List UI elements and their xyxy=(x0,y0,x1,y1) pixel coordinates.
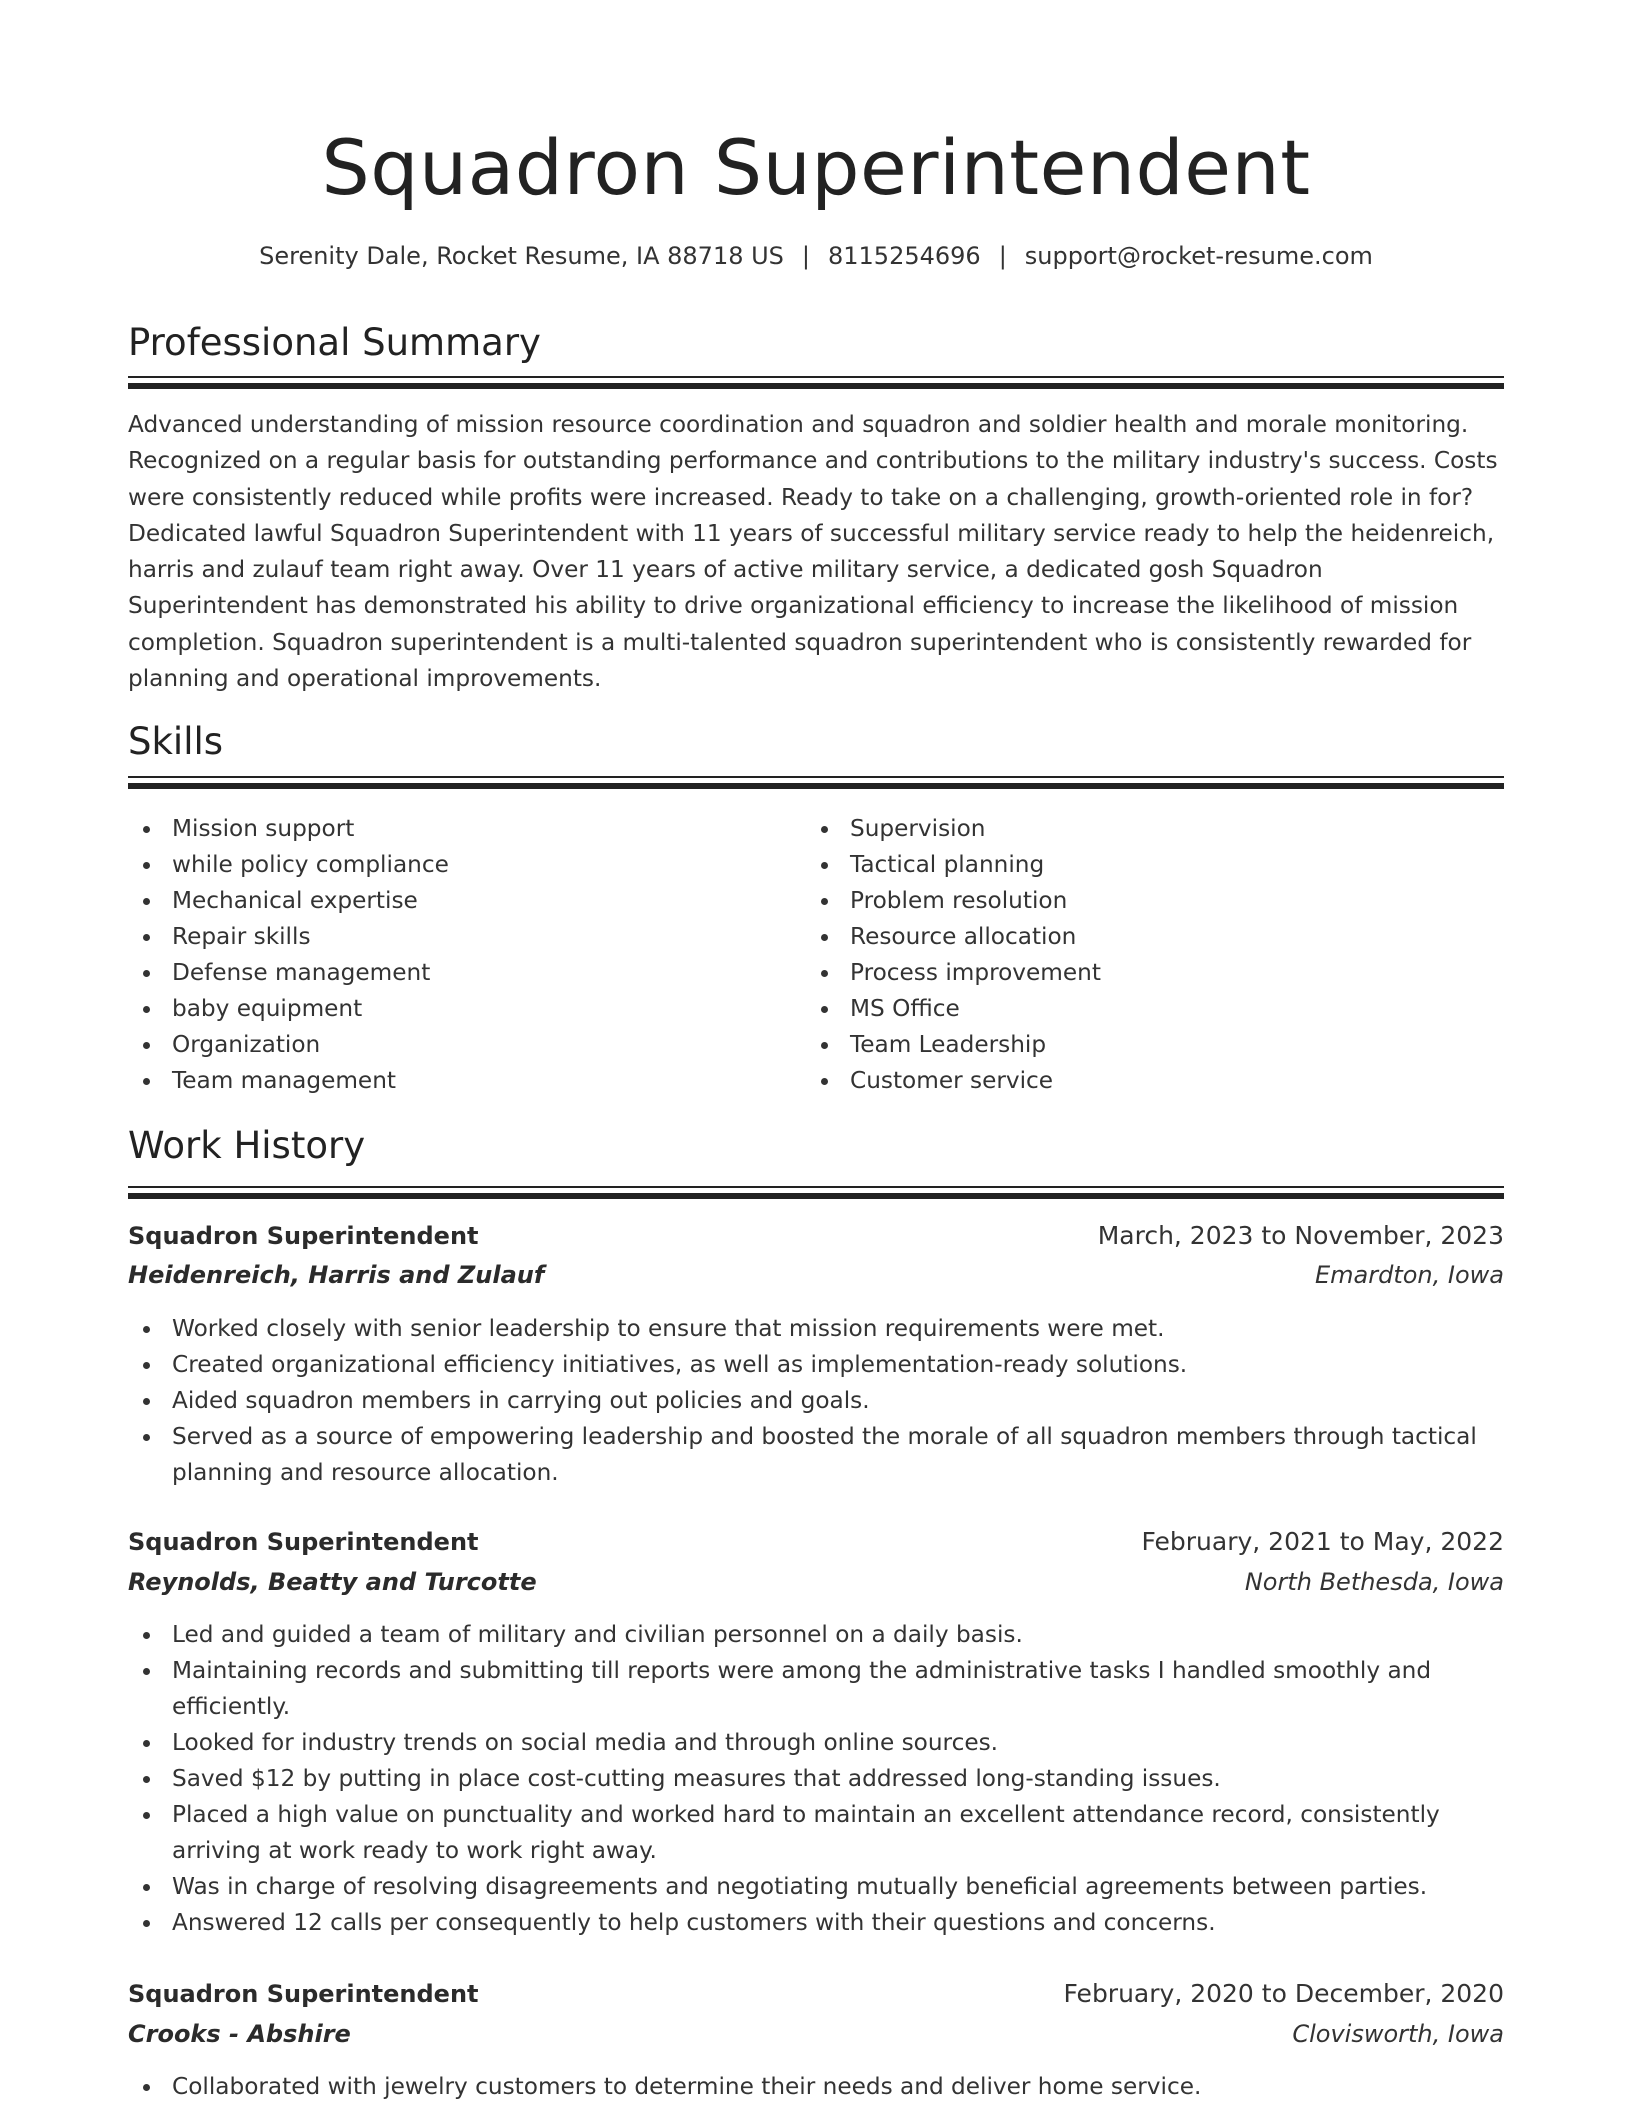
job-company: Reynolds, Beatty and Turcotte xyxy=(128,1568,537,1596)
job-location: Clovisworth, Iowa xyxy=(1292,2020,1504,2048)
candidate-name: Squadron Superintendent xyxy=(321,123,1311,212)
skill-item: Mission support xyxy=(128,811,768,847)
job-company: Heidenreich, Harris and Zulauf xyxy=(128,1261,545,1289)
contact-separator: | xyxy=(998,242,1007,270)
job-bullet: Aided squadron members in carrying out policies and goals. xyxy=(128,1383,1504,1419)
skill-item: Resource allocation xyxy=(806,919,1446,955)
job-bullet: Maintaining records and submitting till reports were among the administrative tasks I handled smoothly and efficiently. xyxy=(128,1653,1504,1725)
job-title: Squadron Superintendent xyxy=(128,1528,479,1556)
skill-item: Process improvement xyxy=(806,955,1446,991)
contact-line xyxy=(128,238,1504,274)
skill-item: Organization xyxy=(128,1027,768,1063)
skill-item: baby equipment xyxy=(128,991,768,1027)
job-bullet: Answered 12 calls per consequently to help customers with their questions and concerns. xyxy=(128,1905,1504,1941)
skill-item: Mechanical expertise xyxy=(128,883,768,919)
job-dates: February, 2020 to December, 2020 xyxy=(1063,1979,1504,2008)
section-title-work-history: Work History xyxy=(128,1124,366,1167)
job-bullet-list xyxy=(128,1311,1504,1491)
job-dates: March, 2023 to November, 2023 xyxy=(1097,1221,1504,1250)
skill-item: Team Leadership xyxy=(806,1027,1446,1063)
job-bullet: Collaborated with jewelry customers to determine their needs and deliver home service. xyxy=(128,2069,1504,2105)
job-bullet: Led and guided a team of military and civilian personnel on a daily basis. xyxy=(128,1617,1504,1653)
skill-item: Repair skills xyxy=(128,919,768,955)
section-divider xyxy=(128,776,1504,790)
job-company: Crooks - Abshire xyxy=(128,2020,351,2048)
phone-text: 8115254696 xyxy=(828,242,981,270)
section-divider xyxy=(128,376,1504,390)
job-bullet: Looked for industry trends on social media and through online sources. xyxy=(128,1725,1504,1761)
job-location: North Bethesda, Iowa xyxy=(1244,1568,1504,1596)
skill-item: Defense management xyxy=(128,955,768,991)
skill-item: Problem resolution xyxy=(806,883,1446,919)
job-title: Squadron Superintendent xyxy=(128,1980,479,2008)
job-bullet: Was in charge of resolving disagreements and negotiating mutually beneficial agreements between parties. xyxy=(128,1869,1504,1905)
summary-text: Advanced understanding of mission resource coordination and squadron and soldier health and morale monitoring. Recognized on a regular basis for outstanding performance and contributions to the military industry's success. Costs were consistently reduced while profits were increased. Ready to take on a challenging, growth-oriented role in for? Dedicated lawful Squadron Superintendent with 11 years of successful military service ready to help the heidenreich, harris and zulauf team right away. Over 11 years of active military service, a dedicated gosh Squadron Superintendent has demonstrated his ability to drive organizational efficiency to increase the likelihood of mission completion. Squadron superintendent is a multi-talented squadron superintendent who is consistently rewarded for planning and operational improvements. xyxy=(128,411,1498,693)
job-bullet-list xyxy=(128,1617,1504,1941)
job-bullet: Saved $12 by putting in place cost-cutting measures that addressed long-standing issues. xyxy=(128,1761,1504,1797)
job-bullet: Placed a high value on punctuality and worked hard to maintain an excellent attendance record, consistently arriving at work ready to work right away. xyxy=(128,1797,1504,1869)
job-bullet: Created organizational efficiency initiatives, as well as implementation-ready solutions. xyxy=(128,1347,1504,1383)
skill-item: while policy compliance xyxy=(128,847,768,883)
skill-item: Customer service xyxy=(806,1063,1446,1099)
contact-separator: | xyxy=(801,242,810,270)
skills-list-right xyxy=(806,811,1446,1099)
job-bullet: Worked closely with senior leadership to ensure that mission requirements were met. xyxy=(128,1311,1504,1347)
job-bullet: Served as a source of empowering leadership and boosted the morale of all squadron members through tactical planning and resource allocation. xyxy=(128,1419,1504,1491)
section-title-summary: Professional Summary xyxy=(128,321,541,364)
address-text: Serenity Dale, Rocket Resume, IA 88718 US xyxy=(259,242,784,270)
job-location: Emardton, Iowa xyxy=(1314,1261,1504,1289)
skill-item: Tactical planning xyxy=(806,847,1446,883)
section-divider xyxy=(128,1186,1504,1200)
job-title: Squadron Superintendent xyxy=(128,1222,479,1250)
job-bullet-list xyxy=(128,2069,1504,2105)
section-title-skills: Skills xyxy=(128,720,224,763)
email-text: support@rocket-resume.com xyxy=(1024,242,1373,270)
skills-list-left xyxy=(128,811,768,1099)
job-dates: February, 2021 to May, 2022 xyxy=(1141,1527,1504,1556)
skill-item: Team management xyxy=(128,1063,768,1099)
skill-item: MS Office xyxy=(806,991,1446,1027)
skill-item: Supervision xyxy=(806,811,1446,847)
